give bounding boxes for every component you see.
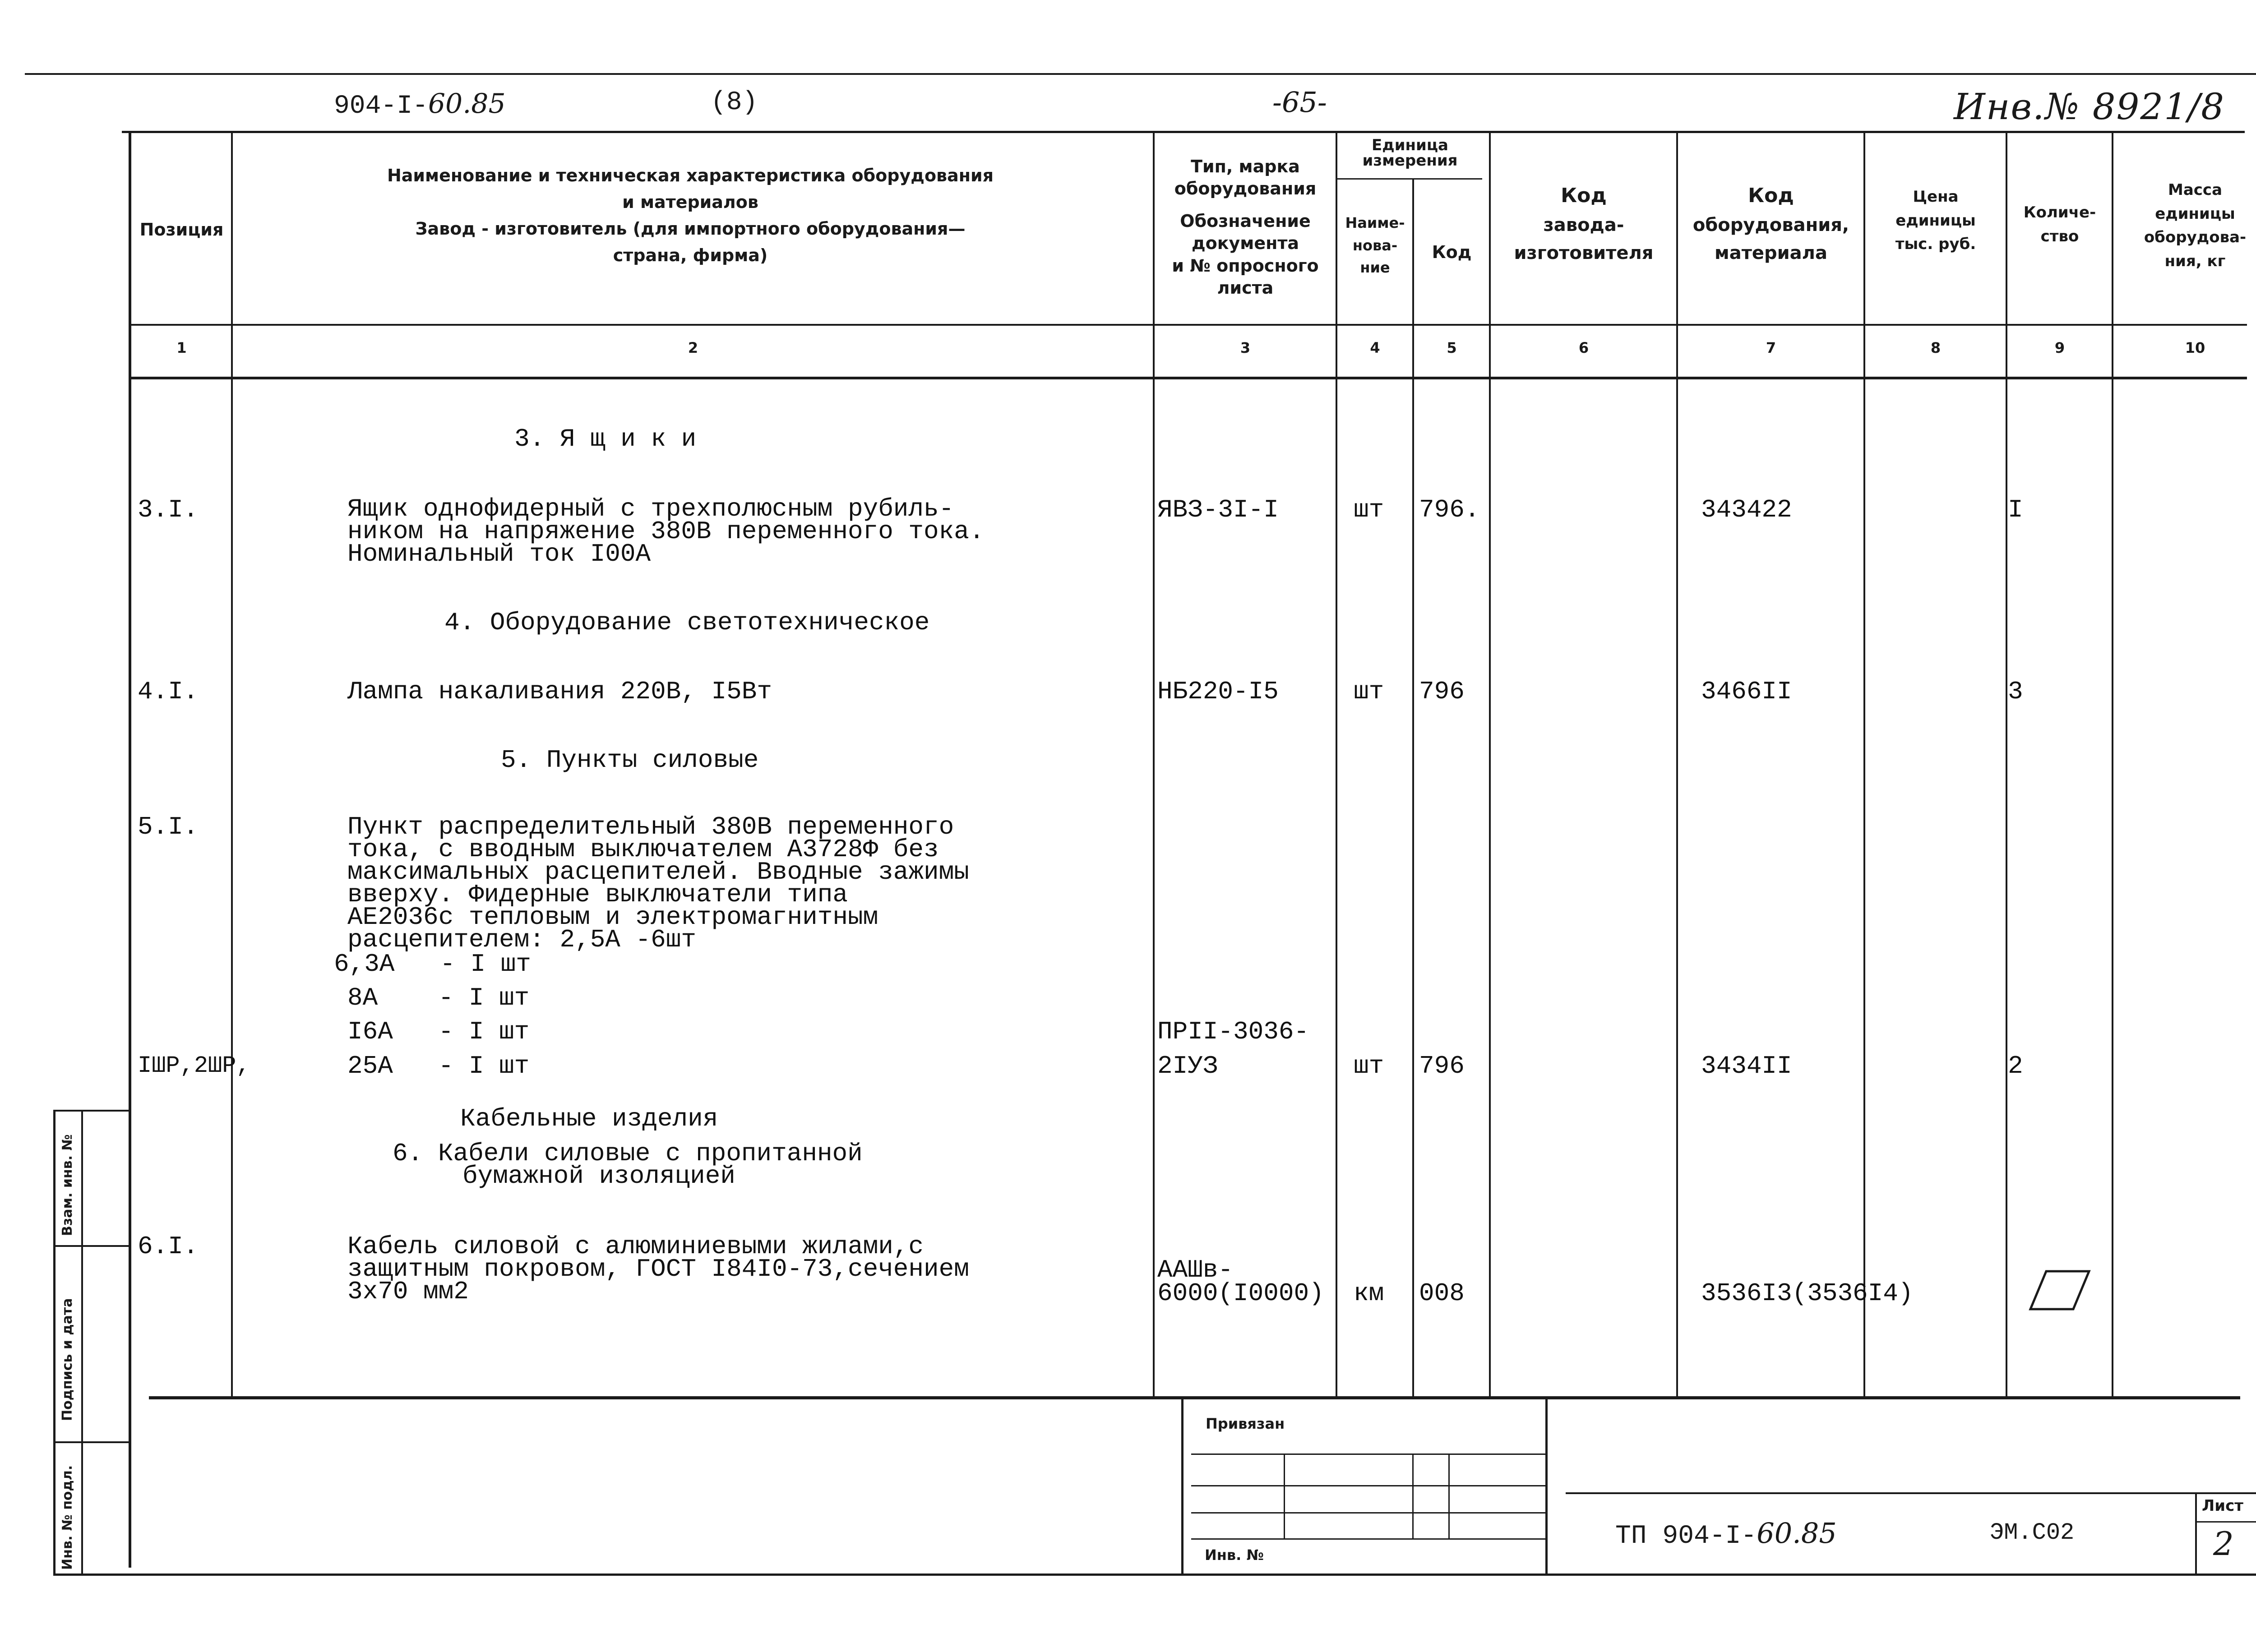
row-4-1-material-code: 3466II — [1701, 677, 1792, 706]
row-5-1-quantity: 2 — [2008, 1052, 2023, 1080]
sheet-label: Лист — [2202, 1497, 2243, 1515]
header-material-code-line2: оборудования, — [1692, 215, 1849, 236]
privyazan-col-3 — [1448, 1454, 1450, 1538]
header-description — [289, 162, 1092, 269]
col-number: 6 — [1578, 339, 1589, 356]
row-6-1-position: 6.I. — [138, 1232, 199, 1261]
row-5-1-breaker-4: 25А - I шт — [347, 1052, 530, 1080]
row-5-1-type-line2: 2IУЗ — [1157, 1052, 1218, 1080]
page-number: -65- — [1272, 86, 1327, 119]
col-number: 1 — [176, 339, 187, 356]
privyazan-box-right — [1545, 1398, 1548, 1574]
table-top-border — [122, 131, 2245, 133]
header-price-line1: Цена — [1913, 188, 1959, 206]
cable-group-title: Кабельные изделия — [460, 1104, 718, 1133]
header-type-line5: и № опросного — [1172, 255, 1319, 276]
header-type — [1155, 156, 1336, 299]
header-unit-name-line2: нова- — [1352, 236, 1398, 254]
row-5-1-description: Пункт распределительный 380В переменного тока, с вводным выключателем А3728Ф без максимальных расцепителей. Вводные зажимы вверху. Фидерные выключатели типа АЕ2036с тепловым и электромагнитным расцепителем: 2,5А -6шт — [347, 812, 969, 954]
header-unit-code: Код — [1432, 242, 1472, 262]
sidebar-inner-line — [81, 1110, 83, 1574]
unit-group-rule — [1336, 178, 1482, 180]
row-5-1-type-line1: ПРII-3036- — [1157, 1017, 1309, 1046]
col-divider-7 — [1863, 131, 1865, 1396]
header-quantity — [2008, 201, 2112, 248]
header-mass-line2: единицы — [2155, 204, 2235, 223]
row-3-1-material-code: 343422 — [1701, 495, 1792, 524]
header-mass — [2114, 178, 2256, 273]
privyazan-row-4 — [1191, 1538, 1545, 1540]
section-title-power-points: 5. Пункты силовые — [501, 746, 759, 775]
header-description-line1: Наименование и техническая характеристика оборудования — [387, 166, 994, 185]
col-divider-1 — [231, 131, 233, 1396]
row-3-1-unit-code: 796. — [1419, 495, 1480, 524]
page-paren: (8) — [711, 88, 758, 117]
privyazan-row-3 — [1191, 1512, 1545, 1514]
inventory-number: Инв.№ 8921/8 — [1954, 86, 2225, 128]
header-price — [1866, 185, 2006, 256]
row-5-1-unit-code: 796 — [1419, 1052, 1465, 1080]
sheet-cell-divider — [2195, 1521, 2256, 1523]
header-material-code-line3: материала — [1715, 243, 1827, 264]
col-divider-6 — [1676, 131, 1678, 1396]
section-title-cables-line1: 6. Кабели силовые с пропитанной — [393, 1139, 863, 1168]
row-3-1-type: ЯВЗ-3I-I — [1157, 495, 1279, 524]
header-description-line2: и материалов — [622, 192, 758, 212]
header-mass-line1: Масса — [2168, 181, 2223, 199]
row-6-1-description: Кабель силовой с алюминиевыми жилами,с защитным покровом, ГОСТ I84I0-73,сечением 3х70 мм2 — [347, 1232, 969, 1306]
row-5-1-breaker-1: 6,3А - I шт — [334, 950, 531, 978]
header-type-line3: Обозначение — [1180, 211, 1311, 231]
col-number: 4 — [1370, 339, 1380, 356]
header-unit-name-line3: ние — [1360, 259, 1390, 277]
header-type-line6: листа — [1217, 277, 1274, 298]
header-material-code — [1678, 180, 1863, 267]
header-factory-code — [1491, 180, 1676, 267]
privyazan-row-2 — [1191, 1485, 1545, 1486]
header-unit-name — [1338, 212, 1412, 279]
left-border — [129, 131, 131, 1568]
row-6-1-type-line2: 6000(I0000) — [1157, 1279, 1324, 1308]
row-5-1-material-code: 3434II — [1701, 1052, 1792, 1080]
sidebar-divider-2 — [53, 1245, 130, 1247]
parallelogram-mark-icon — [2026, 1268, 2094, 1313]
sidebar-divider-1 — [53, 1110, 130, 1112]
section-title-lighting: 4. Оборудование светотехническое — [444, 608, 930, 637]
row-3-1-unit: шт — [1354, 495, 1384, 524]
section-title-cables-line2: бумажной изоляцией — [462, 1162, 735, 1191]
privyazan-inv-label: Инв. № — [1205, 1546, 1264, 1564]
header-mass-line3: оборудова- — [2144, 228, 2247, 247]
numbers-bottom-rule — [131, 377, 2247, 379]
row-3-1-quantity: I — [2008, 495, 2023, 524]
row-4-1-unit: шт — [1354, 677, 1384, 706]
col-number: 8 — [1930, 339, 1941, 356]
privyazan-row-1 — [1191, 1454, 1545, 1455]
row-5-1-breaker-3: I6А - I шт — [347, 1017, 530, 1046]
row-6-1-unit-code: 008 — [1419, 1279, 1465, 1308]
col-number: 5 — [1447, 339, 1457, 356]
doc-code-hand: 60.85 — [428, 88, 506, 120]
header-material-code-line1: Код — [1748, 184, 1794, 207]
header-mass-line4: ния, кг — [2164, 252, 2226, 271]
row-4-1-description: Лампа накаливания 220В, I5Вт — [347, 677, 772, 706]
col-divider-9 — [2112, 131, 2113, 1396]
col-number: 10 — [2185, 339, 2205, 356]
title-block-top — [1566, 1492, 2256, 1494]
header-quantity-line2: ство — [2040, 227, 2079, 245]
header-unit-group-line1: Единица — [1372, 136, 1448, 154]
header-factory-code-line3: изготовителя — [1514, 243, 1654, 264]
header-quantity-line1: Количе- — [2023, 203, 2096, 221]
frame-bottom — [53, 1574, 2256, 1576]
col-number: 3 — [1240, 339, 1251, 356]
row-6-1-material-code: 3536I3(3536I4) — [1701, 1279, 1914, 1308]
doc-code — [334, 88, 506, 121]
tp-code — [1615, 1517, 1837, 1551]
sidebar-divider-3 — [53, 1441, 130, 1443]
row-4-1-unit-code: 796 — [1419, 677, 1465, 706]
table-bottom-rule — [149, 1396, 2240, 1399]
top-rule — [25, 73, 2256, 75]
header-type-line2: оборудования — [1174, 179, 1317, 199]
header-description-line3: Завод - изготовитель (для импортного оборудования— — [415, 218, 966, 239]
sidebar-outer-left — [53, 1110, 55, 1574]
header-price-line3: тыс. руб. — [1895, 235, 1976, 254]
header-factory-code-line2: завода- — [1543, 215, 1624, 236]
privyazan-col-1 — [1284, 1454, 1285, 1538]
row-4-1-quantity: 3 — [2008, 677, 2023, 706]
header-type-line4: документа — [1191, 233, 1299, 254]
sheet-cell-left — [2195, 1492, 2197, 1574]
privyazan-label: Привязан — [1206, 1415, 1285, 1432]
sidebar-podpis-label: Подпись и дата — [60, 1298, 75, 1421]
row-4-1-position: 4.I. — [138, 677, 199, 706]
col-number: 7 — [1766, 339, 1776, 356]
row-3-1-description: Ящик однофидерный с трехполюсным рубиль- ником на напряжение 380В переменного тока. Номинальный ток I00А — [347, 494, 985, 568]
row-3-1-position: 3.I. — [138, 495, 199, 524]
sidebar-zam-inv-label: Взам. инв. № — [60, 1134, 75, 1236]
header-bottom-rule — [131, 324, 2247, 326]
row-6-1-unit: км — [1354, 1279, 1384, 1308]
sheet-code: ЭМ.С02 — [1990, 1519, 2075, 1546]
header-description-line4: страна, фирма) — [613, 245, 768, 265]
privyazan-col-2 — [1412, 1454, 1414, 1538]
col-divider-8 — [2006, 131, 2007, 1396]
row-5-1-unit: шт — [1354, 1052, 1384, 1080]
header-factory-code-line1: Код — [1561, 184, 1607, 207]
tp-code-prefix: ТП 904-I- — [1615, 1522, 1757, 1551]
row-5-1-position: 5.I. — [138, 812, 199, 841]
col-divider-4 — [1412, 180, 1414, 1396]
col-divider-5 — [1489, 131, 1491, 1396]
section-title-boxes: 3. Я щ и к и — [514, 425, 697, 453]
header-type-line1: Тип, марка — [1191, 157, 1300, 176]
doc-code-prefix: 904-I- — [334, 92, 428, 121]
row-6-1-type-line1: ААШв- — [1157, 1255, 1234, 1284]
sidebar-inv-podl-label: Инв. № подл. — [60, 1465, 75, 1570]
row-5-1-breaker-2: 8А - I шт — [347, 983, 530, 1012]
header-price-line2: единицы — [1895, 211, 1976, 230]
col-number: 9 — [2054, 339, 2065, 356]
header-unit-name-line1: Наиме- — [1345, 214, 1405, 231]
sheet-number: 2 — [2213, 1525, 2234, 1563]
col-number: 2 — [688, 339, 698, 356]
col-divider-3 — [1336, 131, 1337, 1396]
row-4-1-type: НБ220-I5 — [1157, 677, 1279, 706]
header-unit-group-line2: измерения — [1362, 152, 1458, 170]
header-position: Позиция — [139, 220, 224, 240]
col-divider-2 — [1153, 131, 1155, 1396]
header-unit-group — [1338, 138, 1482, 168]
row-5-1-position-2: IШР,2ШР, — [138, 1052, 250, 1079]
tp-code-hand: 60.85 — [1757, 1517, 1837, 1550]
privyazan-box-left — [1181, 1398, 1183, 1574]
